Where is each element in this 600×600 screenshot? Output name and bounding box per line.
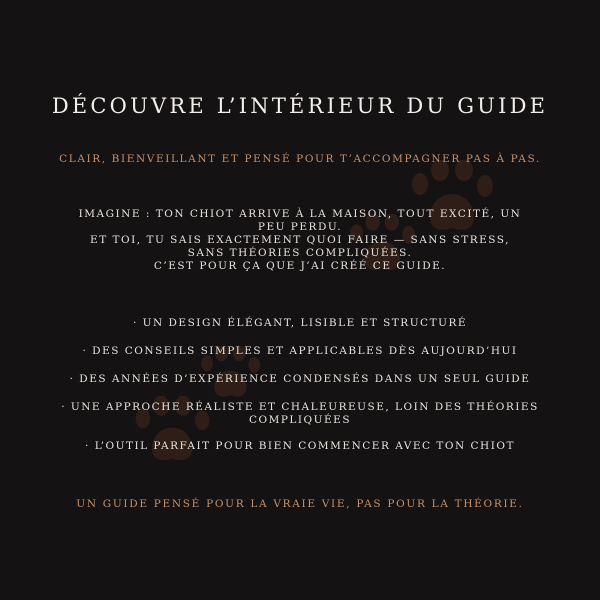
list-item: · DES CONSEILS SIMPLES ET APPLICABLES DÈS AUJOURD’HUI xyxy=(82,345,518,357)
intro-paragraph xyxy=(70,208,530,273)
intro-line: ET TOI, TU SAIS EXACTEMENT QUOI FAIRE — SANS STRESS, SANS THÉORIES COMPLIQUÉES. xyxy=(90,234,510,259)
footer-tagline: UN GUIDE PENSÉ POUR LA VRAIE VIE, PAS POUR LA THÉORIE. xyxy=(76,498,524,510)
feature-list xyxy=(40,317,560,468)
intro-line: IMAGINE : TON CHIOT ARRIVE À LA MAISON, TOUT EXCITÉ, UN PEU PERDU. xyxy=(78,208,522,233)
page-subtitle: CLAIR, BIENVEILLANT ET PENSÉ POUR T’ACCOMPAGNER PAS À PAS. xyxy=(59,153,541,165)
list-item: · UN DESIGN ÉLÉGANT, LISIBLE ET STRUCTURÉ xyxy=(132,317,468,329)
list-item: · L’OUTIL PARFAIT POUR BIEN COMMENCER AVEC TON CHIOT xyxy=(85,440,515,452)
list-item: · DES ANNÉES D’EXPÉRIENCE CONDENSÉS DANS UN SEUL GUIDE xyxy=(69,373,531,385)
list-item: · UNE APPROCHE RÉALISTE ET CHALEUREUSE, LOIN DES THÉORIES COMPLIQUÉES xyxy=(61,401,539,426)
intro-line: C’EST POUR ÇA QUE J’AI CRÉÉ CE GUIDE. xyxy=(153,260,447,272)
page-title: DÉCOUVRE L’INTÉRIEUR DU GUIDE xyxy=(51,94,549,118)
